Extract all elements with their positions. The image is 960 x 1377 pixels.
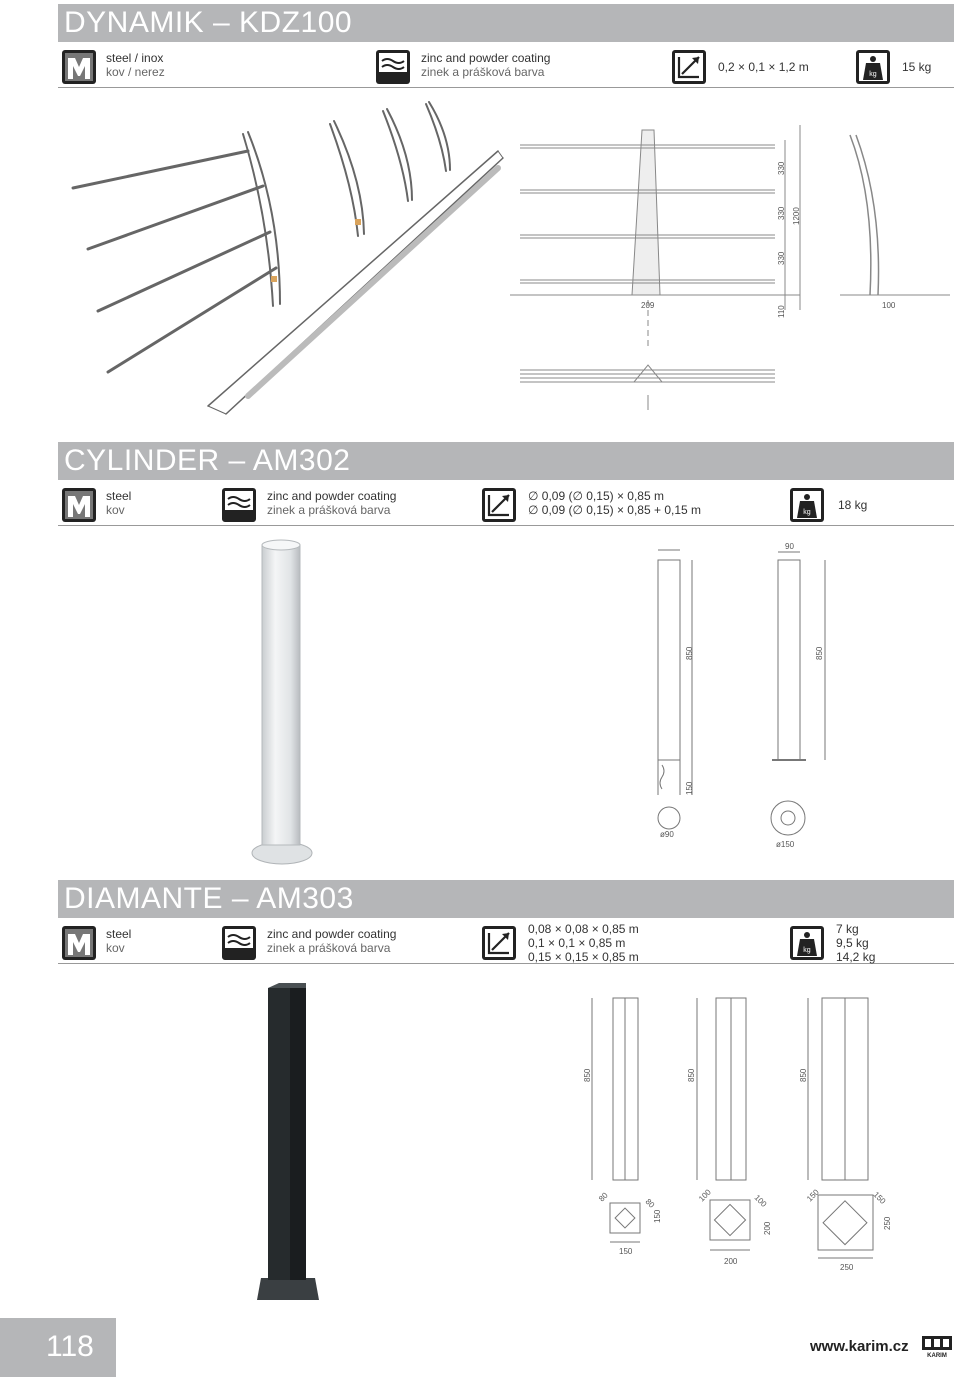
coating-waves-icon <box>222 926 256 960</box>
section-title-bar <box>58 4 954 42</box>
finish-cz: zinek a prášková barva <box>267 941 391 955</box>
dim-label: 850 <box>815 646 824 660</box>
cylinder-product-image <box>240 535 330 870</box>
svg-text:KARIM: KARIM <box>927 1353 947 1358</box>
dim-label: 110 <box>777 305 786 318</box>
coating-waves-icon <box>222 488 256 522</box>
finish-cz: zinek a prášková barva <box>267 503 391 517</box>
dim-label: 330 <box>777 206 786 220</box>
svg-text:kg: kg <box>803 947 811 954</box>
metal-m-icon <box>62 50 96 84</box>
dim-label: ø150 <box>776 840 795 849</box>
weight-kg-icon <box>856 50 890 84</box>
dimension-value: ∅ 0,09 (∅ 0,15) × 0,85 m <box>528 489 664 503</box>
svg-text:kg: kg <box>869 71 877 78</box>
dim-label: 100 <box>882 301 896 310</box>
dim-label: 90 <box>785 542 794 551</box>
material-en: steel <box>106 927 132 941</box>
weight-value: 15 kg <box>902 60 932 74</box>
dim-label: 100 <box>752 1193 769 1209</box>
material-en: steel / inox <box>106 51 164 65</box>
dim-label: 150 <box>685 781 694 795</box>
spec-row <box>58 920 954 964</box>
spec-row <box>58 44 954 88</box>
section-title-bar <box>58 442 954 480</box>
dim-label: 330 <box>777 251 786 265</box>
dimension-value: 0,15 × 0,15 × 0,85 m <box>528 950 639 964</box>
dim-label: 150 <box>871 1190 888 1206</box>
dim-label: 150 <box>805 1187 821 1204</box>
weight-kg-icon <box>790 926 824 960</box>
dimension-arrow-icon <box>482 488 516 522</box>
weight-value: 18 kg <box>838 498 868 512</box>
section-title: CYLINDER – AM302 <box>64 444 351 477</box>
dim-label: 80 <box>643 1197 657 1210</box>
dim-label: 200 <box>724 1257 738 1266</box>
metal-m-icon <box>62 488 96 522</box>
dim-label: 150 <box>619 1247 633 1256</box>
weight-value: 9,5 kg <box>836 936 869 950</box>
dim-label: 250 <box>883 1216 892 1230</box>
dimension-value: 0,2 × 0,1 × 1,2 m <box>718 60 809 74</box>
dim-label: 850 <box>685 646 694 660</box>
cylinder-technical-drawing <box>640 540 840 860</box>
weight-value: 7 kg <box>836 922 859 936</box>
coating-waves-icon <box>376 50 410 84</box>
finish-cz: zinek a prášková barva <box>421 65 545 79</box>
dimension-arrow-icon <box>482 926 516 960</box>
finish-en: zinc and powder coating <box>267 489 397 503</box>
dimension-value: 0,1 × 0,1 × 0,85 m <box>528 936 626 950</box>
dim-label: ø90 <box>660 830 674 839</box>
dim-label: 80 <box>597 1190 610 1204</box>
dimension-arrow-icon <box>672 50 706 84</box>
material-cz: kov <box>106 941 125 955</box>
dim-label: 150 <box>653 1209 662 1223</box>
material-en: steel <box>106 489 132 503</box>
finish-en: zinc and powder coating <box>267 927 397 941</box>
section-title: DYNAMIK – KDZ100 <box>64 6 353 39</box>
material-cz: kov <box>106 503 125 517</box>
dynamik-product-sketch <box>58 96 508 421</box>
dim-label: 1200 <box>792 207 801 225</box>
website-link[interactable]: www.karim.cz <box>810 1338 909 1355</box>
dim-label: 850 <box>687 1068 696 1082</box>
spec-row <box>58 482 954 526</box>
diamante-product-image <box>255 980 325 1305</box>
dim-label: 850 <box>799 1068 808 1082</box>
dim-label: 250 <box>840 1263 854 1272</box>
metal-m-icon <box>62 926 96 960</box>
dynamik-technical-drawing <box>510 120 960 420</box>
weight-value: 14,2 kg <box>836 950 876 964</box>
karim-logo <box>922 1336 952 1358</box>
page-number-box <box>0 1318 116 1377</box>
section-title: DIAMANTE – AM303 <box>64 882 354 915</box>
dimension-value: 0,08 × 0,08 × 0,85 m <box>528 922 639 936</box>
page-number: 118 <box>46 1330 94 1363</box>
diamante-technical-drawing <box>570 990 900 1275</box>
svg-text:kg: kg <box>803 509 811 516</box>
finish-en: zinc and powder coating <box>421 51 551 65</box>
weight-kg-icon <box>790 488 824 522</box>
material-cz: kov / nerez <box>106 65 165 79</box>
dim-label: 850 <box>583 1068 592 1082</box>
dim-label: 330 <box>777 161 786 175</box>
dim-label: 209 <box>641 301 655 310</box>
dimension-value: ∅ 0,09 (∅ 0,15) × 0,85 + 0,15 m <box>528 503 702 517</box>
dim-label: 200 <box>763 1221 772 1235</box>
section-title-bar <box>58 880 954 918</box>
dim-label: 100 <box>697 1187 713 1204</box>
